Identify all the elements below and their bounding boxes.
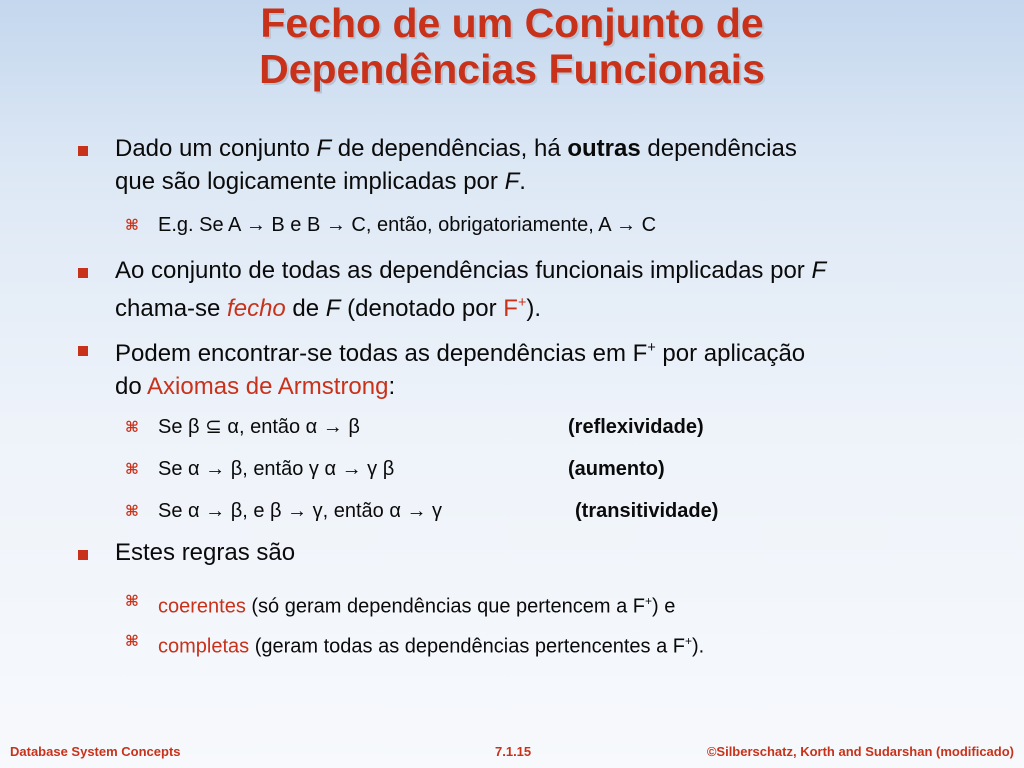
bullet-1-sub-1: E.g. Se A → B e B → C, então, obrigatoriamente, A → C <box>158 214 657 236</box>
cross-bullet-icon: ⌘ <box>125 593 139 610</box>
title-line-2: Dependências Funcionais <box>259 46 765 92</box>
cross-bullet-icon: ⌘ <box>125 419 139 436</box>
cross-bullet-icon: ⌘ <box>125 217 139 234</box>
cross-bullet-icon: ⌘ <box>125 461 139 478</box>
axiom-augmentation: Se α → β, então γ α → γ β <box>158 458 395 480</box>
slide-title <box>0 0 1024 92</box>
bullet-4-text: Estes regras são <box>115 539 296 566</box>
bullet-4-sub-2: completas (geram todas as dependências pertencentes a F+). <box>158 634 705 658</box>
square-bullet-icon <box>78 146 88 156</box>
axiom-transitivity: Se α → β, e β → γ, então α → γ <box>158 500 443 522</box>
footer-copyright: ©Silberschatz, Korth and Sudarshan (modificado) <box>706 744 1014 759</box>
bullet-4-sub-1: coerentes (só geram dependências que pertencem a F+) e <box>158 594 676 618</box>
square-bullet-icon <box>78 346 88 356</box>
footer-left: Database System Concepts <box>10 744 181 759</box>
title-line-1: Fecho de um Conjunto de <box>260 0 764 46</box>
footer-page-number: 7.1.15 <box>495 744 532 759</box>
square-bullet-icon <box>78 268 88 278</box>
bullet-1-text: Dado um conjunto F de dependências, há outras dependências que são logicamente implicadas por F. <box>115 135 797 195</box>
axiom-reflexivity: Se β ⊆ α, então α → β <box>158 416 360 438</box>
cross-bullet-icon: ⌘ <box>125 633 139 650</box>
square-bullet-icon <box>78 550 88 560</box>
rule-label-reflexivity: (reflexividade) <box>568 416 704 438</box>
cross-bullet-icon: ⌘ <box>125 503 139 520</box>
bullet-2-text: Ao conjunto de todas as dependências funcionais implicadas por F chama-se fecho de F (denotado por F+). <box>115 257 827 322</box>
bullet-3-text: Podem encontrar-se todas as dependências em F+ por aplicação do Axiomas de Armstrong: <box>115 340 806 400</box>
rule-label-transitivity: (transitividade) <box>575 500 719 522</box>
rule-label-augmentation: (aumento) <box>568 458 665 480</box>
